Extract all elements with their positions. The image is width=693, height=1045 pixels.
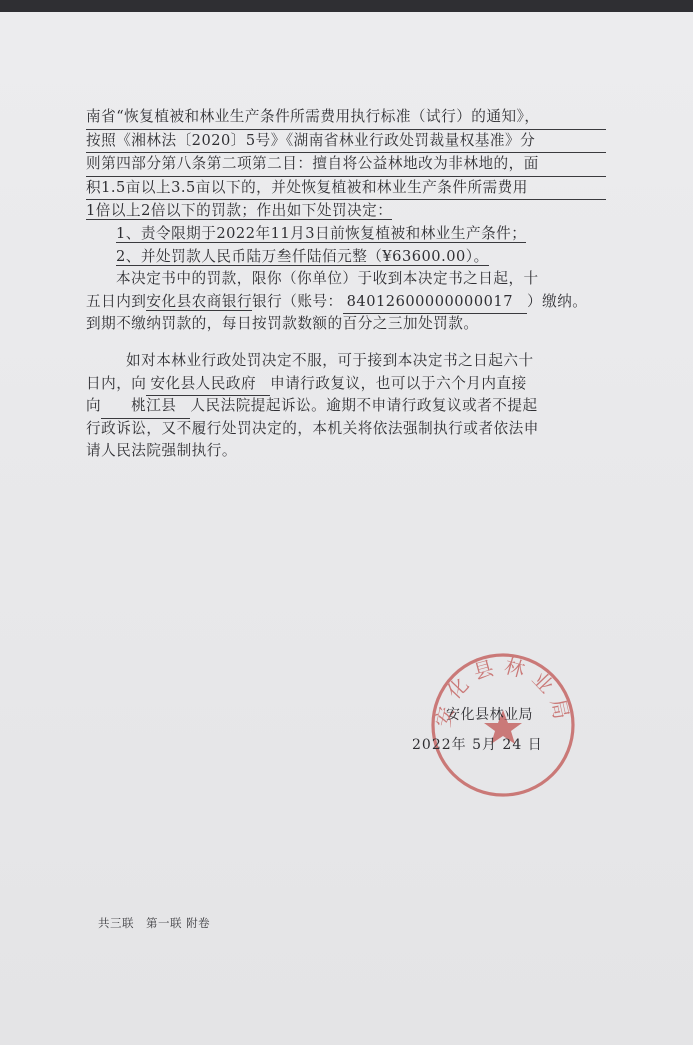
appeal-text: 申请行政复议，也可以于六个月内直接: [270, 374, 527, 392]
review-org: 安化县人民政府: [146, 373, 270, 397]
top-edge: [0, 0, 693, 12]
appeal-line: [86, 395, 606, 418]
decision-item-text: 2、并处罚款人民币陆万叁仟陆佰元整（¥63600.00）。: [116, 247, 489, 265]
appeal-line: 行政诉讼，又不履行处罚决定的，本机关将依法强制执行或者依法申: [86, 419, 539, 437]
body-line: 则第四部分第八条第二项第二目：擅自将公益林地改为非林地的，面: [86, 153, 606, 177]
appeal-line: [86, 373, 606, 396]
payment-text: 银行（账号：: [252, 292, 343, 310]
payment-line: 到期不缴纳罚款的，每日按罚款数额的百分之三加处罚款。: [86, 315, 479, 333]
payment-text: ）缴纳。: [527, 292, 588, 310]
copy-footer: 共三联 第一联 附卷: [98, 916, 211, 930]
seal-text: 安化县林业局: [430, 653, 576, 730]
payment-text: 五日内到: [86, 292, 147, 310]
body-line: 南省“恢复植被和林业生产条件所需费用执行标准（试行）的通知》，: [86, 106, 606, 130]
decision-item: [86, 223, 606, 246]
payment-line: 本决定书中的罚款，限你（你单位）于收到本决定书之日起，十: [116, 270, 539, 288]
decision-item-text: 1、责令限期于2022年11月3日前恢复植被和林业生产条件；: [116, 224, 527, 242]
body-line: [86, 200, 606, 223]
payment-line: [86, 291, 606, 314]
court-name: 桃江县: [101, 395, 190, 419]
issue-date: 2022年 5月 24 日: [412, 737, 543, 753]
body-line: 积1.5亩以上3.5亩以下的，并处恢复植被和林业生产条件所需费用: [86, 177, 606, 201]
body-line-text: 1倍以上2倍以下的罚款；作出如下处罚决定：: [86, 202, 393, 220]
decision-item: [86, 246, 606, 269]
account-number: 84012600000000017: [343, 291, 527, 315]
appeal-line: 如对本林业行政处罚决定不服，可于接到本决定书之日起六十: [126, 351, 534, 369]
appeal-text: 日内，向: [86, 374, 147, 392]
appeal-text: 人民法院提起诉讼。逾期不申请行政复议或者不提起: [190, 397, 538, 415]
appeal-line: 请人民法院强制执行。: [86, 442, 237, 460]
official-seal: [428, 650, 578, 800]
bank-name: 安化县农商银行: [146, 292, 253, 310]
body-line: 按照《湘林法〔2020〕5号》《湖南省林业行政处罚裁量权基准》分: [86, 130, 606, 154]
document-body: [86, 106, 606, 463]
appeal-text: 向: [86, 397, 102, 415]
issuer-signature: 安化县林业局: [446, 707, 533, 723]
